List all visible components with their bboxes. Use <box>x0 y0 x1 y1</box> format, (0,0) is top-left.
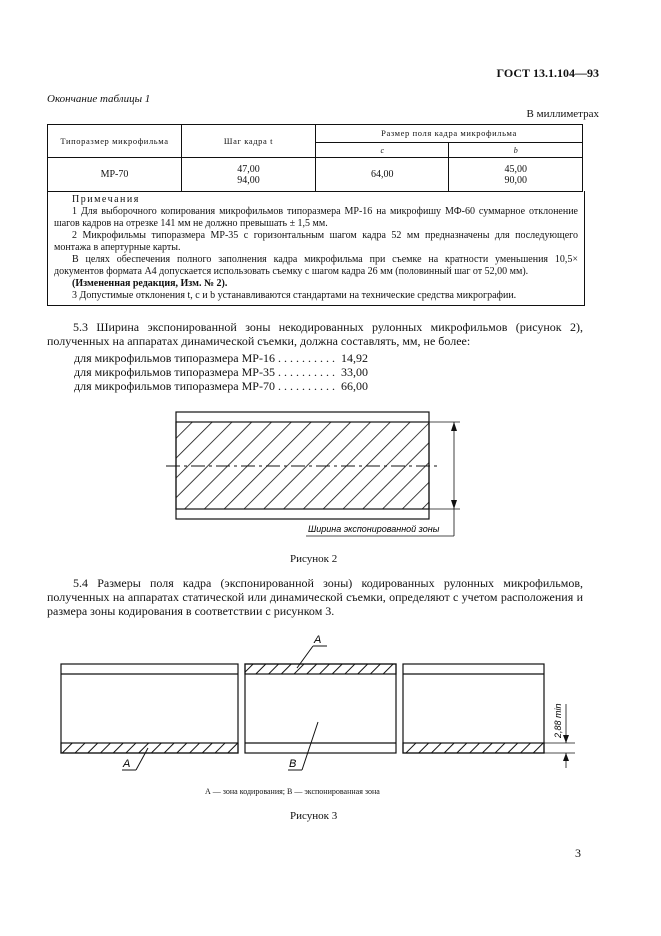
label-b: В <box>289 758 297 770</box>
list-item: для микрофильмов типоразмера МР-35 . . . . . . . . . . 33,00 <box>74 365 368 379</box>
frame-1 <box>61 664 238 753</box>
units-note: В миллиметрах <box>526 108 599 120</box>
col-pitch-header: Шаг кадра t <box>182 125 316 158</box>
col-size-header: Типоразмер микрофильма <box>48 125 182 158</box>
dimension-label: 2,88 min <box>553 703 563 738</box>
col-field-header: Размер поля кадра микрофильма <box>316 125 583 143</box>
note-2: 2 Микрофильмы типоразмера МР-35 с горизонтальным шагом кадра 52 мм предназначены для последующего монтажа в апертурные карты. <box>54 230 578 253</box>
fig2-label: Ширина экспонированной зоны <box>308 524 440 534</box>
frame-3 <box>403 664 544 753</box>
cell-pitch: 47,00 94,00 <box>182 158 316 192</box>
doc-code: ГОСТ 13.1.104—93 <box>496 66 599 80</box>
page-number: 3 <box>575 846 581 860</box>
fig3-legend: А — зона кодирования; В — экспонированная зона <box>205 787 380 796</box>
cell-size: МР-70 <box>48 158 182 192</box>
paragraph-5-4: 5.4 Размеры поля кадра (экспонированной зоны) кодированных рулонных микрофильмов, полученных на аппаратах статической или динамической съемки, определяют с учетом расположения и размера зоны кодирования в соответствии с рисунком 3. <box>47 576 583 618</box>
coding-zone-bottom-2 <box>403 743 544 753</box>
paragraph-5-3: 5.3 Ширина экспонированной зоны некодированных рулонных микрофильмов (рисунок 2), полученных на аппаратах динамической съемки, должна составлять, мм, не более: <box>47 320 583 348</box>
cell-c: 64,00 <box>316 158 449 192</box>
label-a-top: А <box>314 634 322 646</box>
list-item: для микрофильмов типоразмера МР-16 . . . . . . . . . . 14,92 <box>74 351 368 365</box>
coding-zone-bottom <box>61 743 238 753</box>
fig3-caption: Рисунок 3 <box>290 810 338 822</box>
note-3: 3 Допустимые отклонения t, c и b устанавливаются стандартами на технические средства микрографии. <box>72 290 517 301</box>
sub-c-header: c <box>316 143 449 158</box>
list-item: для микрофильмов типоразмера МР-70 . . . . . . . . . . 66,00 <box>74 379 368 393</box>
cell-b: 45,00 90,00 <box>449 158 583 192</box>
notes-title: Примечания <box>72 194 140 205</box>
note-2c: (Измененная редакция, Изм. № 2). <box>72 278 228 289</box>
coding-zone-top <box>245 664 396 674</box>
frame-2 <box>245 664 396 753</box>
label-a-bottom: А <box>123 758 131 770</box>
fig2-caption: Рисунок 2 <box>290 553 338 565</box>
note-2b: В целях обеспечения полного заполнения кадра микрофильма при съемке на кратности уменьшения 10,5× документов формата А4 допускается использовать съемку с шагом кадра 26 мм (половинный шаг от 52,00 мм). <box>54 254 578 277</box>
note-1: 1 Для выборочного копирования микрофильмов типоразмера МР-16 на микрофишу МФ-60 суммарное отклонение шагов кадров на отрезке 141 мм не должно превышать ± 1,5 мм. <box>54 206 578 229</box>
sub-b-header: b <box>449 143 583 158</box>
table-continuation-label: Окончание таблицы 1 <box>47 93 151 105</box>
